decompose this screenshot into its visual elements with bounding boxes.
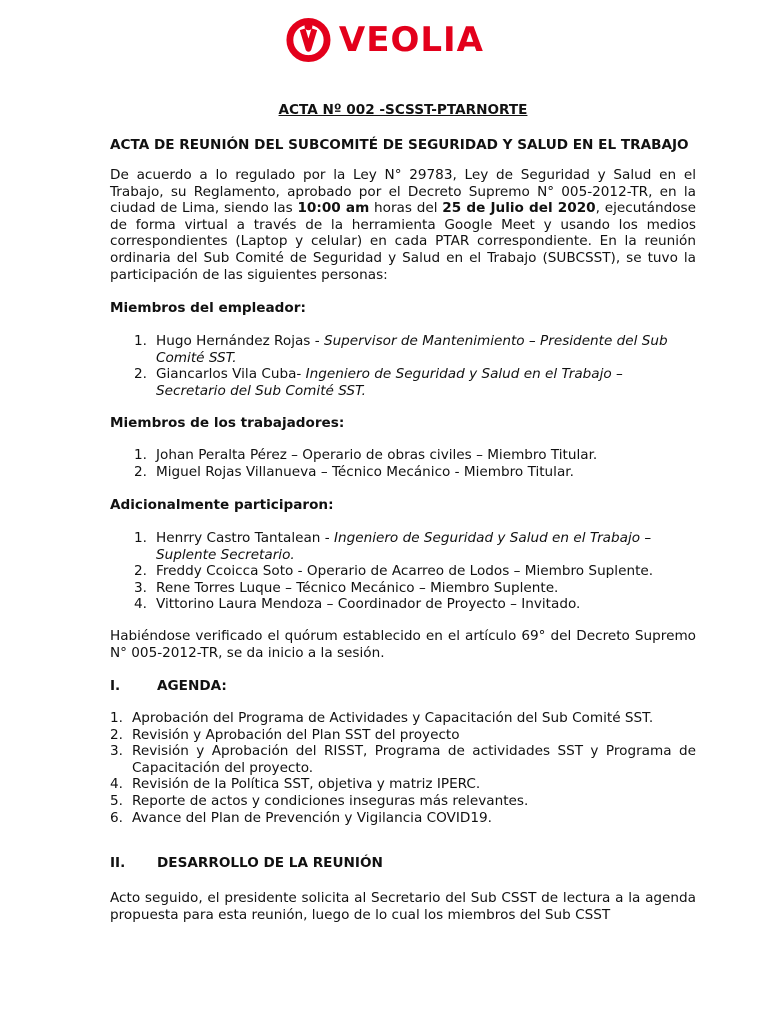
list-item: 4. Vittorino Laura Mendoza – Coordinador de Proyecto – Invitado. [134,596,581,613]
intro-paragraph: De acuerdo a lo regulado por la Ley N° 29783, Ley de Seguridad y Salud en el Trabajo, su Reglamento, aprobado por el Decreto Supremo N° 005-2012-TR, en la ciudad de Lima, siendo las 10:00 am horas del 25 de Julio del 2020, ejecutándose de forma virtual a través de la herramienta Google Meet y usando los medios correspondientes (Laptop y celular) en cada PTAR correspondiente. En la reunión ordinaria del Sub Comité de Seguridad y Salud en el Trabajo (SUBCSST), se tuvo la participación de las siguientes personas: [110,167,696,283]
list-item: 1. Hugo Hernández Rojas - Supervisor de Mantenimiento – Presidente del Sub Comité SST. [134,333,668,366]
list-item: 3. Rene Torres Luque – Técnico Mecánico – Miembro Suplente. [134,579,559,596]
workers-heading: Miembros de los trabajadores: [110,415,345,431]
employer-list [110,333,696,399]
document-title: ACTA Nº 002 -SCSST-PTARNORTE [278,102,528,118]
workers-list [110,447,696,480]
list-item: 5. Reporte de actos y condiciones inseguras más relevantes. [110,792,529,809]
list-item: 1. Henrry Castro Tantalean - Ingeniero de Seguridad y Salud en el Trabajo – Suplente Secretario. [134,530,652,563]
list-item: 3. Revisión y Aprobación del RISST, Programa de actividades SST y Programa de Capacitación del proyecto. [110,743,696,776]
list-item: 2. Miguel Rojas Villanueva – Técnico Mecánico - Miembro Titular. [134,463,574,480]
list-item: 1. Johan Peralta Pérez – Operario de obras civiles – Miembro Titular. [134,447,598,463]
meeting-time: 10:00 am [297,200,370,217]
development-paragraph: Acto seguido, el presidente solicita al Secretario del Sub CSST de lectura a la agenda propuesta para esta reunión, luego de lo cual los miembros del Sub CSST [110,890,696,923]
list-item: 2. Giancarlos Vila Cuba- Ingeniero de Seguridad y Salud en el Trabajo – Secretario del Sub Comité SST. [134,366,623,399]
employer-heading: Miembros del empleador: [110,300,306,316]
veolia-symbol-icon [284,15,333,65]
document-subtitle: ACTA DE REUNIÓN DEL SUBCOMITÉ DE SEGURIDAD Y SALUD EN EL TRABAJO [110,137,689,153]
logo-wordmark: VEOLIA [338,20,484,60]
section-agenda-heading: I. AGENDA: [110,678,227,694]
section-development-heading: II. DESARROLLO DE LA REUNIÓN [110,855,383,871]
agenda-list [110,710,696,826]
quorum-paragraph: Habiéndose verificado el quórum establecido en el artículo 69° del Decreto Supremo N° 005-2012-TR, se da inicio a la sesión. [110,628,696,661]
list-item: 1. Aprobación del Programa de Actividades y Capacitación del Sub Comité SST. [110,710,654,726]
list-item: 6. Avance del Plan de Prevención y Vigilancia COVID19. [110,809,492,826]
additional-list [110,530,696,613]
list-item: 2. Revisión y Aprobación del Plan SST del proyecto [110,726,460,743]
list-item: 2. Freddy Ccoicca Soto - Operario de Acarreo de Lodos – Miembro Suplente. [134,563,654,580]
list-item: 4. Revisión de la Política SST, objetiva y matriz IPERC. [110,776,481,793]
additional-heading: Adicionalmente participaron: [110,497,334,513]
veolia-logo [284,12,484,68]
meeting-date: 25 de Julio del 2020 [442,200,596,217]
